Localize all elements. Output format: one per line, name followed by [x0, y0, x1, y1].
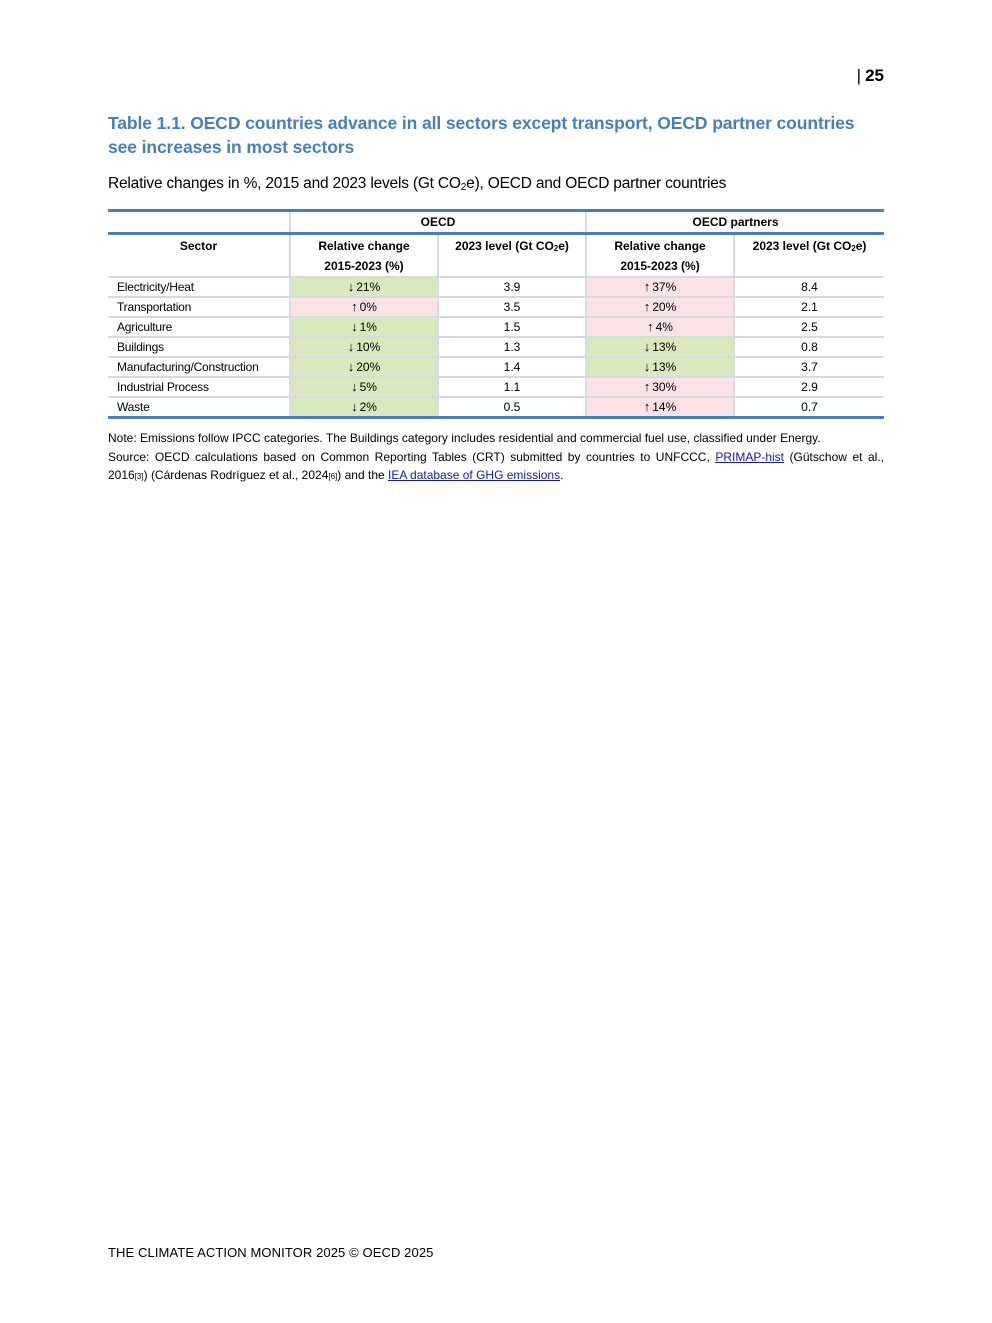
reference-marker: [6] — [328, 472, 338, 481]
oecd-level-cell — [438, 297, 586, 317]
page-footer: THE CLIMATE ACTION MONITOR 2025 © OECD 2025 — [108, 1245, 434, 1260]
table-notes — [108, 429, 884, 487]
arrow-down-icon: ↓ — [643, 359, 651, 374]
table-row — [108, 377, 884, 397]
column-header-partner-change — [586, 234, 734, 278]
sector-label: Waste — [117, 400, 150, 414]
oecd-change-cell — [290, 337, 438, 357]
subtitle-text: Relative changes in %, 2015 and 2023 levels (Gt CO — [108, 175, 461, 192]
reference-marker: [3] — [134, 472, 144, 481]
level-value: 1.5 — [503, 320, 521, 334]
arrow-down-icon: ↓ — [347, 279, 355, 294]
sector-label: Electricity/Heat — [117, 280, 194, 294]
partner-level-cell — [734, 357, 884, 377]
arrow-down-icon: ↓ — [643, 339, 651, 354]
sector-cell — [108, 277, 290, 297]
sector-cell — [108, 297, 290, 317]
header-line1: Relative change — [614, 239, 706, 253]
header-line2: 2015-2023 (%) — [620, 259, 700, 273]
change-value: 1% — [359, 320, 377, 334]
level-value: 1.3 — [503, 340, 521, 354]
arrow-up-icon: ↑ — [643, 379, 651, 394]
iea-database-link[interactable]: IEA database of GHG emissions — [388, 468, 561, 482]
change-value: 20% — [652, 300, 677, 314]
change-value: 20% — [356, 360, 381, 374]
arrow-up-icon: ↑ — [643, 299, 651, 314]
arrow-down-icon: ↓ — [351, 379, 358, 394]
header-line1: Relative change — [318, 239, 410, 253]
subtitle-text-end: e), OECD and OECD partner countries — [466, 175, 727, 192]
page-number-value: 25 — [865, 66, 884, 85]
oecd-level-cell — [438, 377, 586, 397]
column-header-partner-level — [734, 234, 884, 278]
level-value: 2.9 — [801, 380, 818, 394]
level-value: 0.8 — [801, 340, 818, 354]
sector-cell — [108, 337, 290, 357]
partner-change-cell — [586, 277, 734, 297]
primap-hist-link[interactable]: PRIMAP-hist — [715, 449, 785, 464]
table-row — [108, 337, 884, 357]
table-row — [108, 317, 884, 337]
level-value: 8.4 — [801, 280, 818, 294]
arrow-up-icon: ↑ — [647, 319, 654, 334]
sector-label: Transportation — [117, 300, 192, 314]
column-header-oecd-level — [438, 234, 586, 278]
group-header-oecd: OECD — [290, 211, 586, 234]
header-level-end: e) — [558, 239, 569, 253]
sector-cell — [108, 357, 290, 377]
partner-change-cell — [586, 357, 734, 377]
note-text: Note: Emissions follow IPCC categories. The Buildings category includes residential and commercial fuel use, classified under Energy. — [108, 431, 821, 445]
subtitle-subscript: 2 — [460, 181, 467, 193]
table-subtitle — [108, 173, 884, 197]
source-part: (Gütschow et al., 2016 — [108, 449, 884, 482]
partner-level-cell — [734, 317, 884, 337]
header-level-text: 2023 level (Gt CO — [455, 239, 554, 253]
group-header-blank — [108, 211, 290, 234]
sector-label: Buildings — [117, 340, 164, 354]
oecd-level-cell — [438, 317, 586, 337]
change-value: 14% — [652, 400, 677, 414]
table-row — [108, 397, 884, 418]
group-header-partners: OECD partners — [586, 211, 884, 234]
source-part: ) (Cárdenas Rodríguez et al., 2024 — [143, 468, 329, 482]
page-number-separator: | — [856, 66, 862, 85]
source-part: Source: OECD calculations based on Common Reporting Tables (CRT) submitted by countries to UNFCCC, — [108, 449, 716, 464]
arrow-up-icon: ↑ — [351, 299, 358, 314]
change-value: 10% — [356, 340, 381, 354]
oecd-change-cell — [290, 297, 438, 317]
table-title: Table 1.1. OECD countries advance in all sectors except transport, OECD partner countries see increases in most sectors — [108, 113, 855, 157]
level-value: 3.5 — [503, 300, 521, 314]
oecd-level-cell — [438, 277, 586, 297]
source-text — [108, 448, 884, 487]
partner-level-cell — [734, 337, 884, 357]
arrow-up-icon: ↑ — [643, 279, 651, 294]
partner-level-cell — [734, 297, 884, 317]
level-value: 2.5 — [801, 320, 818, 334]
oecd-change-cell — [290, 377, 438, 397]
header-level-text: 2023 level (Gt CO — [752, 239, 852, 253]
change-value: 13% — [652, 340, 677, 354]
header-line2: 2015-2023 (%) — [324, 259, 404, 273]
change-value: 2% — [359, 400, 377, 414]
partner-change-cell — [586, 377, 734, 397]
level-value: 1.4 — [503, 360, 521, 374]
change-value: 5% — [359, 380, 377, 394]
partner-change-cell — [586, 397, 734, 418]
source-part: ) and the — [337, 468, 388, 482]
header-level-subscript: 2 — [851, 244, 856, 254]
header-level-subscript: 2 — [553, 244, 559, 254]
change-value: 13% — [652, 360, 677, 374]
change-value: 30% — [652, 380, 677, 394]
level-value: 3.7 — [801, 360, 818, 374]
level-value: 2.1 — [801, 300, 818, 314]
oecd-change-cell — [290, 317, 438, 337]
oecd-level-cell — [438, 397, 586, 418]
level-value: 0.5 — [503, 400, 521, 414]
partner-level-cell — [734, 277, 884, 297]
change-value: 0% — [359, 300, 377, 314]
oecd-change-cell — [290, 277, 438, 297]
level-value: 0.7 — [801, 400, 818, 414]
column-header-oecd-change — [290, 234, 438, 278]
partner-change-cell — [586, 317, 734, 337]
arrow-down-icon: ↓ — [347, 339, 355, 354]
level-value: 1.1 — [503, 380, 521, 394]
header-level-end: e) — [855, 239, 867, 253]
partner-level-cell — [734, 377, 884, 397]
column-header-row — [108, 234, 884, 278]
change-value: 37% — [652, 280, 677, 294]
emissions-table — [108, 209, 884, 419]
group-header-row — [108, 211, 884, 234]
table-row — [108, 277, 884, 297]
table-row — [108, 297, 884, 317]
oecd-level-cell — [438, 357, 586, 377]
sector-label: Industrial Process — [117, 380, 209, 394]
level-value: 3.9 — [503, 280, 521, 294]
sector-label: Agriculture — [117, 320, 173, 334]
column-header-sector: Sector — [108, 234, 290, 278]
oecd-change-cell — [290, 397, 438, 418]
source-part: . — [560, 468, 564, 482]
arrow-down-icon: ↓ — [351, 399, 358, 414]
arrow-up-icon: ↑ — [643, 399, 651, 414]
change-value: 4% — [655, 320, 673, 334]
arrow-down-icon: ↓ — [351, 319, 358, 334]
sector-cell — [108, 397, 290, 418]
table-row — [108, 357, 884, 377]
partner-change-cell — [586, 337, 734, 357]
sector-label: Manufacturing/Construction — [117, 360, 259, 374]
table-body — [108, 277, 884, 418]
partner-change-cell — [586, 297, 734, 317]
partner-level-cell — [734, 397, 884, 418]
sector-cell — [108, 317, 290, 337]
oecd-level-cell — [438, 337, 586, 357]
change-value: 21% — [356, 280, 381, 294]
arrow-down-icon: ↓ — [347, 359, 355, 374]
sector-cell — [108, 377, 290, 397]
oecd-change-cell — [290, 357, 438, 377]
page-number — [852, 66, 884, 86]
